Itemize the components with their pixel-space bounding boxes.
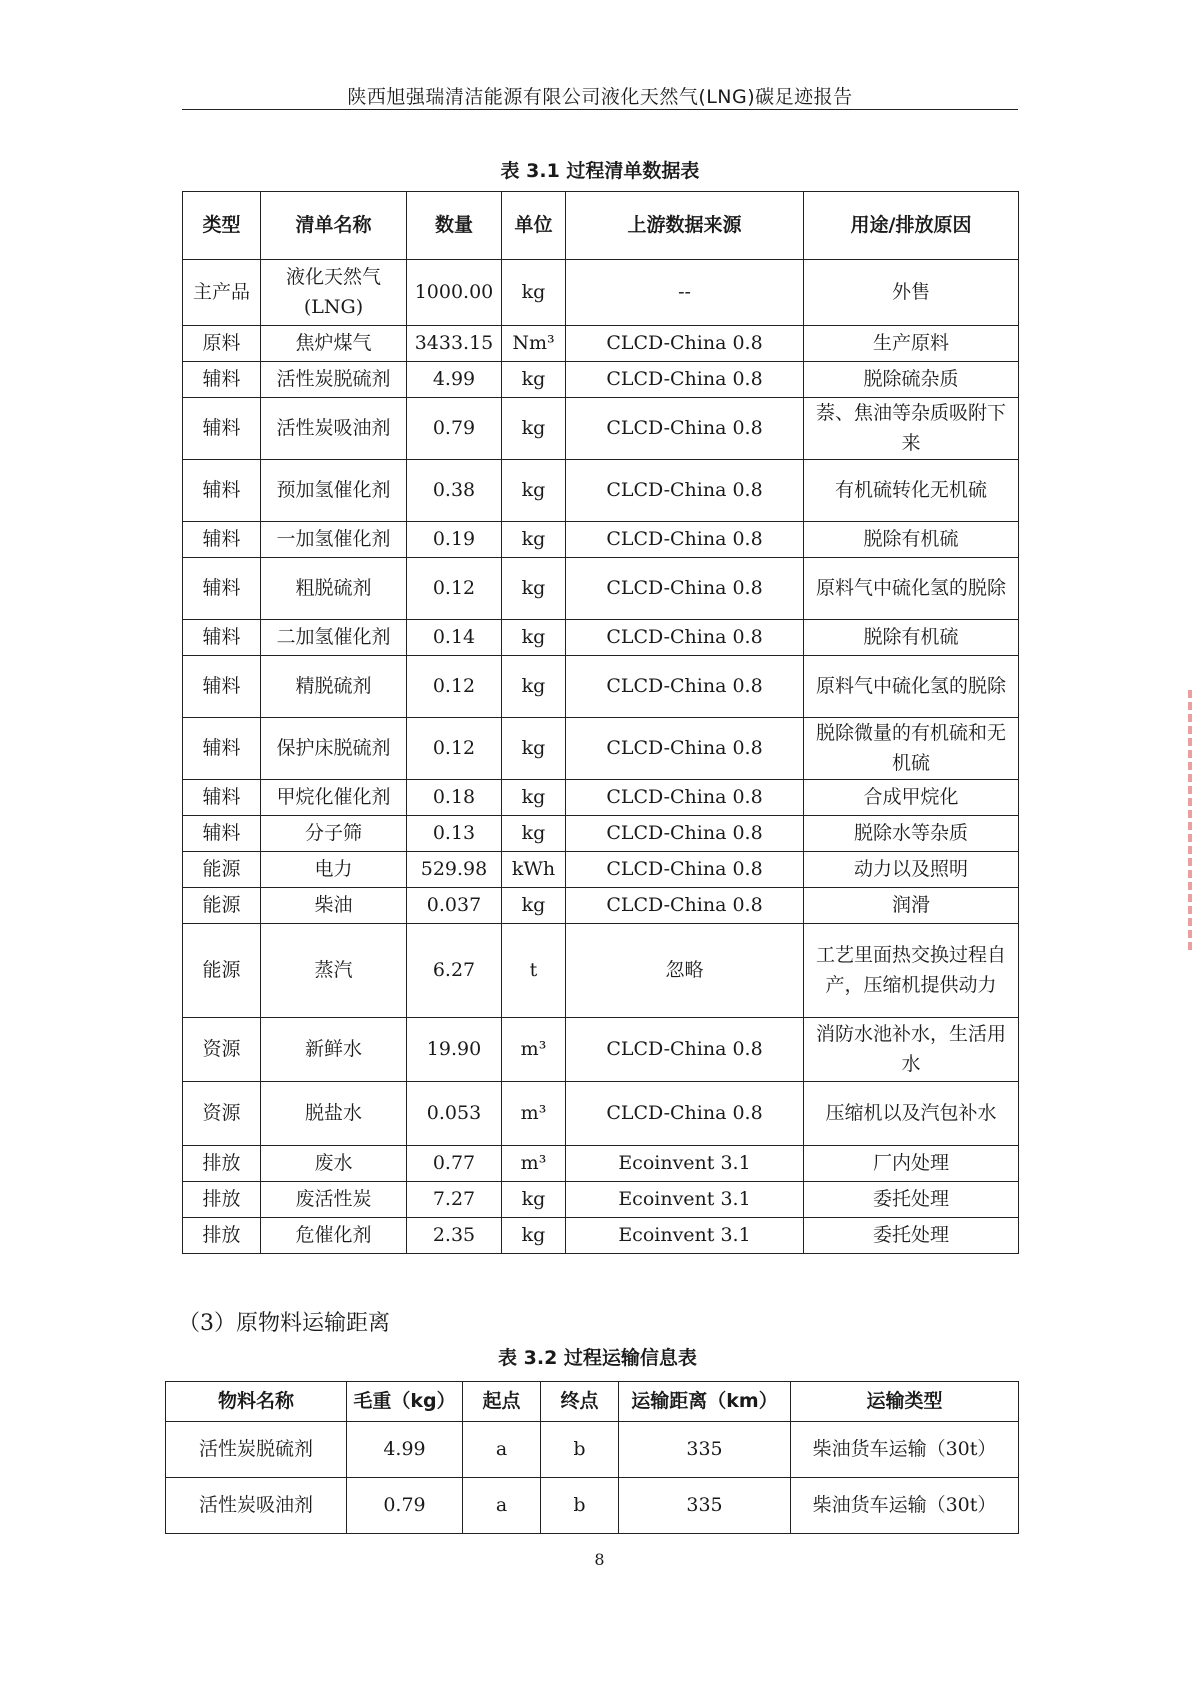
cell-purpose: 脱除硫杂质 — [804, 362, 1019, 398]
col-header-purpose: 用途/排放原因 — [804, 192, 1019, 260]
table-header-row — [166, 1382, 1019, 1422]
cell-name: 危催化剂 — [261, 1218, 407, 1254]
cell-source: CLCD-China 0.8 — [566, 522, 804, 558]
col-header-type: 类型 — [183, 192, 261, 260]
cell-unit: kg — [502, 362, 566, 398]
cell-purpose: 委托处理 — [804, 1218, 1019, 1254]
col-header-upstream-source: 上游数据来源 — [566, 192, 804, 260]
cell-purpose: 工艺里面热交换过程自产，压缩机提供动力 — [804, 924, 1019, 1018]
cell-type: 排放 — [183, 1146, 261, 1182]
cell-name: 甲烷化催化剂 — [261, 780, 407, 816]
cell-unit: m³ — [502, 1018, 566, 1082]
cell-transport-type: 柴油货车运输（30t） — [791, 1422, 1019, 1478]
cell-type: 资源 — [183, 1082, 261, 1146]
cell-purpose: 有机硫转化无机硫 — [804, 460, 1019, 522]
cell-unit: m³ — [502, 1146, 566, 1182]
cell-purpose: 萘、焦油等杂质吸附下来 — [804, 398, 1019, 460]
table-row — [166, 1478, 1019, 1534]
col-header-quantity: 数量 — [407, 192, 502, 260]
col-header-origin: 起点 — [463, 1382, 541, 1422]
cell-type: 资源 — [183, 1018, 261, 1082]
cell-source: 忽略 — [566, 924, 804, 1018]
table-row — [183, 558, 1019, 620]
cell-purpose: 委托处理 — [804, 1182, 1019, 1218]
col-header-destination: 终点 — [541, 1382, 619, 1422]
cell-material-name: 活性炭吸油剂 — [166, 1478, 347, 1534]
cell-unit: kg — [502, 460, 566, 522]
cell-type: 辅料 — [183, 656, 261, 718]
cell-unit: kWh — [502, 852, 566, 888]
col-header-distance: 运输距离（km） — [619, 1382, 791, 1422]
transport-info-table — [165, 1381, 1019, 1534]
table-3-1-caption: 表 3.1 过程清单数据表 — [500, 160, 700, 182]
cell-source: CLCD-China 0.8 — [566, 780, 804, 816]
cell-name: 一加氢催化剂 — [261, 522, 407, 558]
cell-name: 保护床脱硫剂 — [261, 718, 407, 780]
cell-gross-weight: 4.99 — [347, 1422, 463, 1478]
cell-type: 辅料 — [183, 398, 261, 460]
cell-unit: kg — [502, 888, 566, 924]
cell-unit: m³ — [502, 1082, 566, 1146]
cell-name: 预加氢催化剂 — [261, 460, 407, 522]
table-row — [183, 888, 1019, 924]
table-header-row — [183, 192, 1019, 260]
cell-purpose: 脱除有机硫 — [804, 620, 1019, 656]
cell-source: CLCD-China 0.8 — [566, 1018, 804, 1082]
cell-name: 废活性炭 — [261, 1182, 407, 1218]
cell-purpose: 生产原料 — [804, 326, 1019, 362]
cell-name: 活性炭吸油剂 — [261, 398, 407, 460]
cell-unit: kg — [502, 558, 566, 620]
table-3-2-caption: 表 3.2 过程运输信息表 — [498, 1347, 697, 1369]
table-row — [183, 718, 1019, 780]
col-header-material-name: 物料名称 — [166, 1382, 347, 1422]
cell-transport-type: 柴油货车运输（30t） — [791, 1478, 1019, 1534]
cell-type: 辅料 — [183, 558, 261, 620]
cell-name: 蒸汽 — [261, 924, 407, 1018]
table-row — [183, 1146, 1019, 1182]
cell-quantity: 0.19 — [407, 522, 502, 558]
cell-type: 辅料 — [183, 718, 261, 780]
report-header-title: 陕西旭强瑞清洁能源有限公司液化天然气(LNG)碳足迹报告 — [347, 86, 853, 108]
cell-origin: a — [463, 1478, 541, 1534]
table-row — [183, 620, 1019, 656]
cell-purpose: 原料气中硫化氢的脱除 — [804, 558, 1019, 620]
cell-source: CLCD-China 0.8 — [566, 718, 804, 780]
cell-purpose: 润滑 — [804, 888, 1019, 924]
cell-quantity: 0.037 — [407, 888, 502, 924]
cell-name: 脱盐水 — [261, 1082, 407, 1146]
cell-gross-weight: 0.79 — [347, 1478, 463, 1534]
cell-unit: kg — [502, 1182, 566, 1218]
table-row — [183, 780, 1019, 816]
cell-source: CLCD-China 0.8 — [566, 460, 804, 522]
col-header-name: 清单名称 — [261, 192, 407, 260]
table-row — [183, 816, 1019, 852]
cell-type: 原料 — [183, 326, 261, 362]
table-row — [183, 924, 1019, 1018]
cell-type: 能源 — [183, 852, 261, 888]
seal-stamp-edge — [1188, 690, 1199, 950]
cell-type: 主产品 — [183, 260, 261, 326]
table-row — [183, 852, 1019, 888]
cell-quantity: 2.35 — [407, 1218, 502, 1254]
cell-type: 辅料 — [183, 620, 261, 656]
cell-unit: kg — [502, 260, 566, 326]
cell-type: 能源 — [183, 888, 261, 924]
cell-purpose: 脱除有机硫 — [804, 522, 1019, 558]
cell-name: 分子筛 — [261, 816, 407, 852]
cell-name: 二加氢催化剂 — [261, 620, 407, 656]
table-row — [183, 398, 1019, 460]
table-row — [183, 1082, 1019, 1146]
cell-purpose: 动力以及照明 — [804, 852, 1019, 888]
table-row — [183, 362, 1019, 398]
cell-name: 精脱硫剂 — [261, 656, 407, 718]
table-row — [183, 1182, 1019, 1218]
cell-source: CLCD-China 0.8 — [566, 1082, 804, 1146]
cell-source: CLCD-China 0.8 — [566, 558, 804, 620]
cell-source: CLCD-China 0.8 — [566, 326, 804, 362]
cell-unit: kg — [502, 780, 566, 816]
cell-purpose: 消防水池补水，生活用水 — [804, 1018, 1019, 1082]
cell-destination: b — [541, 1422, 619, 1478]
cell-unit: kg — [502, 522, 566, 558]
cell-unit: kg — [502, 620, 566, 656]
cell-purpose: 合成甲烷化 — [804, 780, 1019, 816]
table-row — [166, 1422, 1019, 1478]
section-heading-transport: （3）原物料运输距离 — [178, 1311, 390, 1336]
cell-purpose: 外售 — [804, 260, 1019, 326]
cell-quantity: 1000.00 — [407, 260, 502, 326]
cell-unit: kg — [502, 718, 566, 780]
cell-material-name: 活性炭脱硫剂 — [166, 1422, 347, 1478]
cell-type: 辅料 — [183, 780, 261, 816]
cell-quantity: 529.98 — [407, 852, 502, 888]
cell-source: CLCD-China 0.8 — [566, 398, 804, 460]
cell-quantity: 0.77 — [407, 1146, 502, 1182]
cell-source: Ecoinvent 3.1 — [566, 1182, 804, 1218]
cell-name: 柴油 — [261, 888, 407, 924]
cell-purpose: 压缩机以及汽包补水 — [804, 1082, 1019, 1146]
cell-unit: kg — [502, 398, 566, 460]
cell-destination: b — [541, 1478, 619, 1534]
cell-name: 废水 — [261, 1146, 407, 1182]
cell-quantity: 0.12 — [407, 656, 502, 718]
table-row — [183, 522, 1019, 558]
cell-purpose: 脱除水等杂质 — [804, 816, 1019, 852]
cell-quantity: 0.13 — [407, 816, 502, 852]
cell-distance: 335 — [619, 1478, 791, 1534]
table-row — [183, 326, 1019, 362]
cell-name: 活性炭脱硫剂 — [261, 362, 407, 398]
cell-quantity: 0.18 — [407, 780, 502, 816]
cell-name: 电力 — [261, 852, 407, 888]
cell-origin: a — [463, 1422, 541, 1478]
cell-source: -- — [566, 260, 804, 326]
process-inventory-table — [182, 191, 1019, 1254]
cell-quantity: 3433.15 — [407, 326, 502, 362]
cell-quantity: 0.12 — [407, 558, 502, 620]
cell-source: Ecoinvent 3.1 — [566, 1218, 804, 1254]
cell-distance: 335 — [619, 1422, 791, 1478]
page-number: 8 — [594, 1550, 605, 1569]
cell-name: 新鲜水 — [261, 1018, 407, 1082]
col-header-unit: 单位 — [502, 192, 566, 260]
table-row — [183, 260, 1019, 326]
cell-source: CLCD-China 0.8 — [566, 816, 804, 852]
cell-source: CLCD-China 0.8 — [566, 888, 804, 924]
cell-quantity: 0.38 — [407, 460, 502, 522]
table-row — [183, 1218, 1019, 1254]
cell-quantity: 0.053 — [407, 1082, 502, 1146]
cell-type: 辅料 — [183, 362, 261, 398]
cell-type: 辅料 — [183, 460, 261, 522]
cell-type: 排放 — [183, 1218, 261, 1254]
table-row — [183, 460, 1019, 522]
cell-purpose: 原料气中硫化氢的脱除 — [804, 656, 1019, 718]
cell-source: CLCD-China 0.8 — [566, 852, 804, 888]
cell-source: Ecoinvent 3.1 — [566, 1146, 804, 1182]
cell-type: 辅料 — [183, 816, 261, 852]
cell-source: CLCD-China 0.8 — [566, 656, 804, 718]
cell-unit: kg — [502, 656, 566, 718]
table-row — [183, 656, 1019, 718]
cell-unit: t — [502, 924, 566, 1018]
cell-name: 液化天然气(LNG) — [261, 260, 407, 326]
cell-purpose: 脱除微量的有机硫和无机硫 — [804, 718, 1019, 780]
cell-quantity: 0.14 — [407, 620, 502, 656]
header-divider — [182, 109, 1018, 110]
cell-unit: kg — [502, 816, 566, 852]
col-header-gross-weight: 毛重（kg） — [347, 1382, 463, 1422]
col-header-transport-type: 运输类型 — [791, 1382, 1019, 1422]
cell-unit: kg — [502, 1218, 566, 1254]
cell-source: CLCD-China 0.8 — [566, 362, 804, 398]
cell-source: CLCD-China 0.8 — [566, 620, 804, 656]
cell-unit: Nm³ — [502, 326, 566, 362]
cell-type: 辅料 — [183, 522, 261, 558]
cell-type: 排放 — [183, 1182, 261, 1218]
cell-name: 焦炉煤气 — [261, 326, 407, 362]
cell-type: 能源 — [183, 924, 261, 1018]
cell-quantity: 4.99 — [407, 362, 502, 398]
table-row — [183, 1018, 1019, 1082]
cell-quantity: 7.27 — [407, 1182, 502, 1218]
cell-quantity: 0.79 — [407, 398, 502, 460]
cell-name: 粗脱硫剂 — [261, 558, 407, 620]
cell-quantity: 6.27 — [407, 924, 502, 1018]
cell-purpose: 厂内处理 — [804, 1146, 1019, 1182]
cell-quantity: 19.90 — [407, 1018, 502, 1082]
cell-quantity: 0.12 — [407, 718, 502, 780]
